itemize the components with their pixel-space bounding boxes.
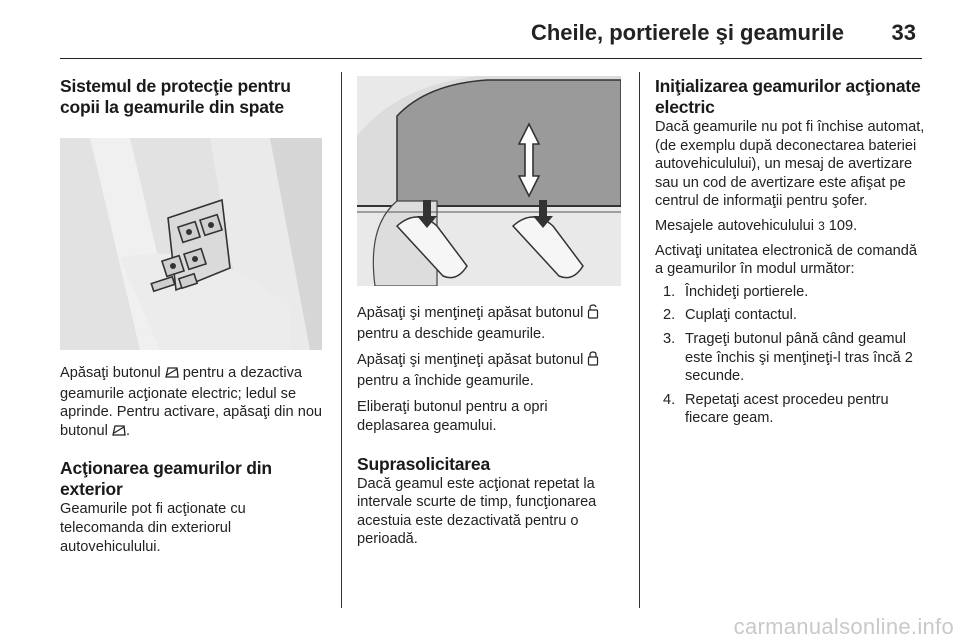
column-divider-1 [341, 72, 342, 608]
vehicle-messages-paragraph: Mesajele autovehiculului 3 109. [655, 217, 858, 234]
initialization-paragraph: Dacă geamurile nu pot fi închise automat, (de exemplu după deconectarea bateriei autovehiculului), un mesaj de avertizare sau un cod de avertizare este afişat pe centrul de informaţii pentru şofer. [655, 119, 925, 210]
column-divider-2 [639, 72, 640, 608]
section-heading-child-lock: Sistemul de protecţie pentru copii la geamurile din spate [60, 76, 291, 117]
child-lock-paragraph: Apăsaţi butonul pentru a dezactiva geamurile acţionate electric; ledul se aprinde. Pentru activare, apăsaţi din nou butonul . [60, 364, 328, 442]
watermark: carmanualsonline.info [733, 614, 954, 639]
child-lock-window-icon-2 [112, 424, 126, 443]
section-heading-exterior-operation: Acţionarea geamurilor din exterior [60, 458, 272, 500]
stop-window-paragraph: Eliberaţi butonul pentru a opri deplasarea geamului. [357, 399, 548, 434]
column-1 [60, 76, 328, 556]
list-item: 3. Trageţi butonul până când geamul este închis şi menţineţi-l tras încă 2 secunde. [663, 330, 913, 385]
key-lock-icon [587, 351, 599, 372]
page-header [60, 18, 922, 59]
page-number: 33 [891, 20, 916, 45]
close-windows-paragraph: Apăsaţi şi menţineţi apăsat butonul pentru a închide geamurile. [357, 351, 623, 390]
column-2 [357, 76, 623, 549]
exterior-operation-paragraph: Geamurile pot fi acţionate cu telecomanda din exteriorul autovehiculului. [60, 501, 246, 555]
initialization-steps-list [655, 283, 925, 428]
overload-paragraph: Dacă geamul este acţionat repetat la intervale scurte de timp, funcţionarea acestuia este dezactivată pentru o perioadă. [357, 475, 597, 548]
list-item: 2. Cuplaţi contactul. [663, 307, 797, 324]
section-heading-initialization: Iniţializarea geamurilor acţionate electric [655, 76, 921, 117]
key-unlock-icon [587, 304, 599, 325]
page-title: Cheile, portierele şi geamurile [530, 20, 844, 45]
list-item: 1. Închideţi portierele. [663, 283, 809, 300]
door-switch-panel-illustration [60, 138, 322, 350]
section-heading-overload: Suprasolicitarea [357, 453, 490, 474]
page-reference-arrow-icon: 3 [818, 218, 825, 233]
child-lock-window-icon [165, 366, 179, 385]
activation-intro-paragraph: Activaţi unitatea electronică de comandă a geamurilor în modul următor: [655, 242, 918, 278]
column-3 [655, 76, 925, 433]
open-windows-paragraph: Apăsaţi şi menţineţi apăsat butonul pentru a deschide geamurile. [357, 304, 623, 343]
remote-key-window-illustration [357, 76, 621, 286]
list-item: 4. Repetaţi acest procedeu pentru fiecare geam. [663, 391, 889, 427]
